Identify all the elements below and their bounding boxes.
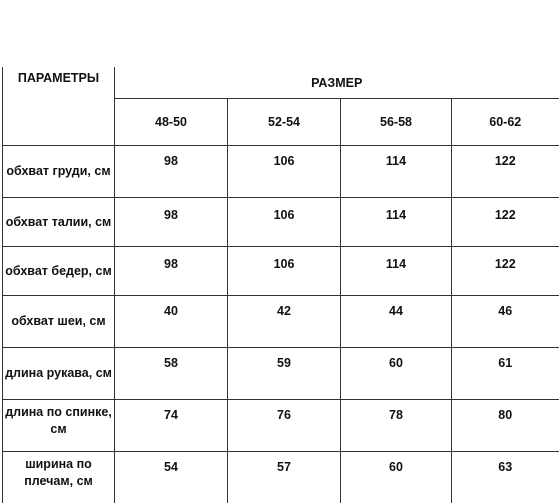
table-cell: 74 xyxy=(115,400,228,452)
table-cell: 40 xyxy=(115,296,228,348)
table-cell: 60 xyxy=(341,452,452,504)
table-cell: 80 xyxy=(452,400,559,452)
table-row xyxy=(3,247,559,296)
table-cell: 59 xyxy=(228,348,341,400)
table-cell: 76 xyxy=(228,400,341,452)
table-cell: 63 xyxy=(452,452,559,504)
row-label: обхват талии, см xyxy=(3,198,115,247)
table-row xyxy=(3,296,559,348)
params-header: ПАРАМЕТРЫ xyxy=(3,67,115,146)
size-column-header: 52-54 xyxy=(228,99,341,146)
table-cell: 57 xyxy=(228,452,341,504)
table-cell: 122 xyxy=(452,247,559,296)
table-cell: 122 xyxy=(452,146,559,198)
table-cell: 114 xyxy=(341,198,452,247)
table-cell: 61 xyxy=(452,348,559,400)
table-cell: 98 xyxy=(115,146,228,198)
table-row xyxy=(3,198,559,247)
table-cell: 98 xyxy=(115,198,228,247)
table-cell: 60 xyxy=(341,348,452,400)
row-label: обхват шеи, см xyxy=(3,296,115,348)
size-header: РАЗМЕР xyxy=(115,67,559,99)
table-row xyxy=(3,400,559,452)
row-label: ширина по плечам, см xyxy=(3,452,115,504)
table-cell: 44 xyxy=(341,296,452,348)
table-cell: 114 xyxy=(341,146,452,198)
row-label: длина по спинке, см xyxy=(3,400,115,452)
row-label: обхват груди, см xyxy=(3,146,115,198)
table-cell: 106 xyxy=(228,146,341,198)
table-row xyxy=(3,348,559,400)
row-label: длина рукава, см xyxy=(3,348,115,400)
table-cell: 78 xyxy=(341,400,452,452)
table-cell: 54 xyxy=(115,452,228,504)
table-cell: 106 xyxy=(228,198,341,247)
table-cell: 58 xyxy=(115,348,228,400)
size-column-header: 48-50 xyxy=(115,99,228,146)
table-row xyxy=(3,146,559,198)
table-cell: 122 xyxy=(452,198,559,247)
table-cell: 42 xyxy=(228,296,341,348)
row-label: обхват бедер, см xyxy=(3,247,115,296)
table-row xyxy=(3,452,559,504)
size-column-header: 60-62 xyxy=(452,99,559,146)
table-cell: 114 xyxy=(341,247,452,296)
size-column-header: 56-58 xyxy=(341,99,452,146)
table-cell: 106 xyxy=(228,247,341,296)
table-cell: 98 xyxy=(115,247,228,296)
size-chart-table xyxy=(2,67,559,503)
header-row xyxy=(3,67,559,99)
table-cell: 46 xyxy=(452,296,559,348)
